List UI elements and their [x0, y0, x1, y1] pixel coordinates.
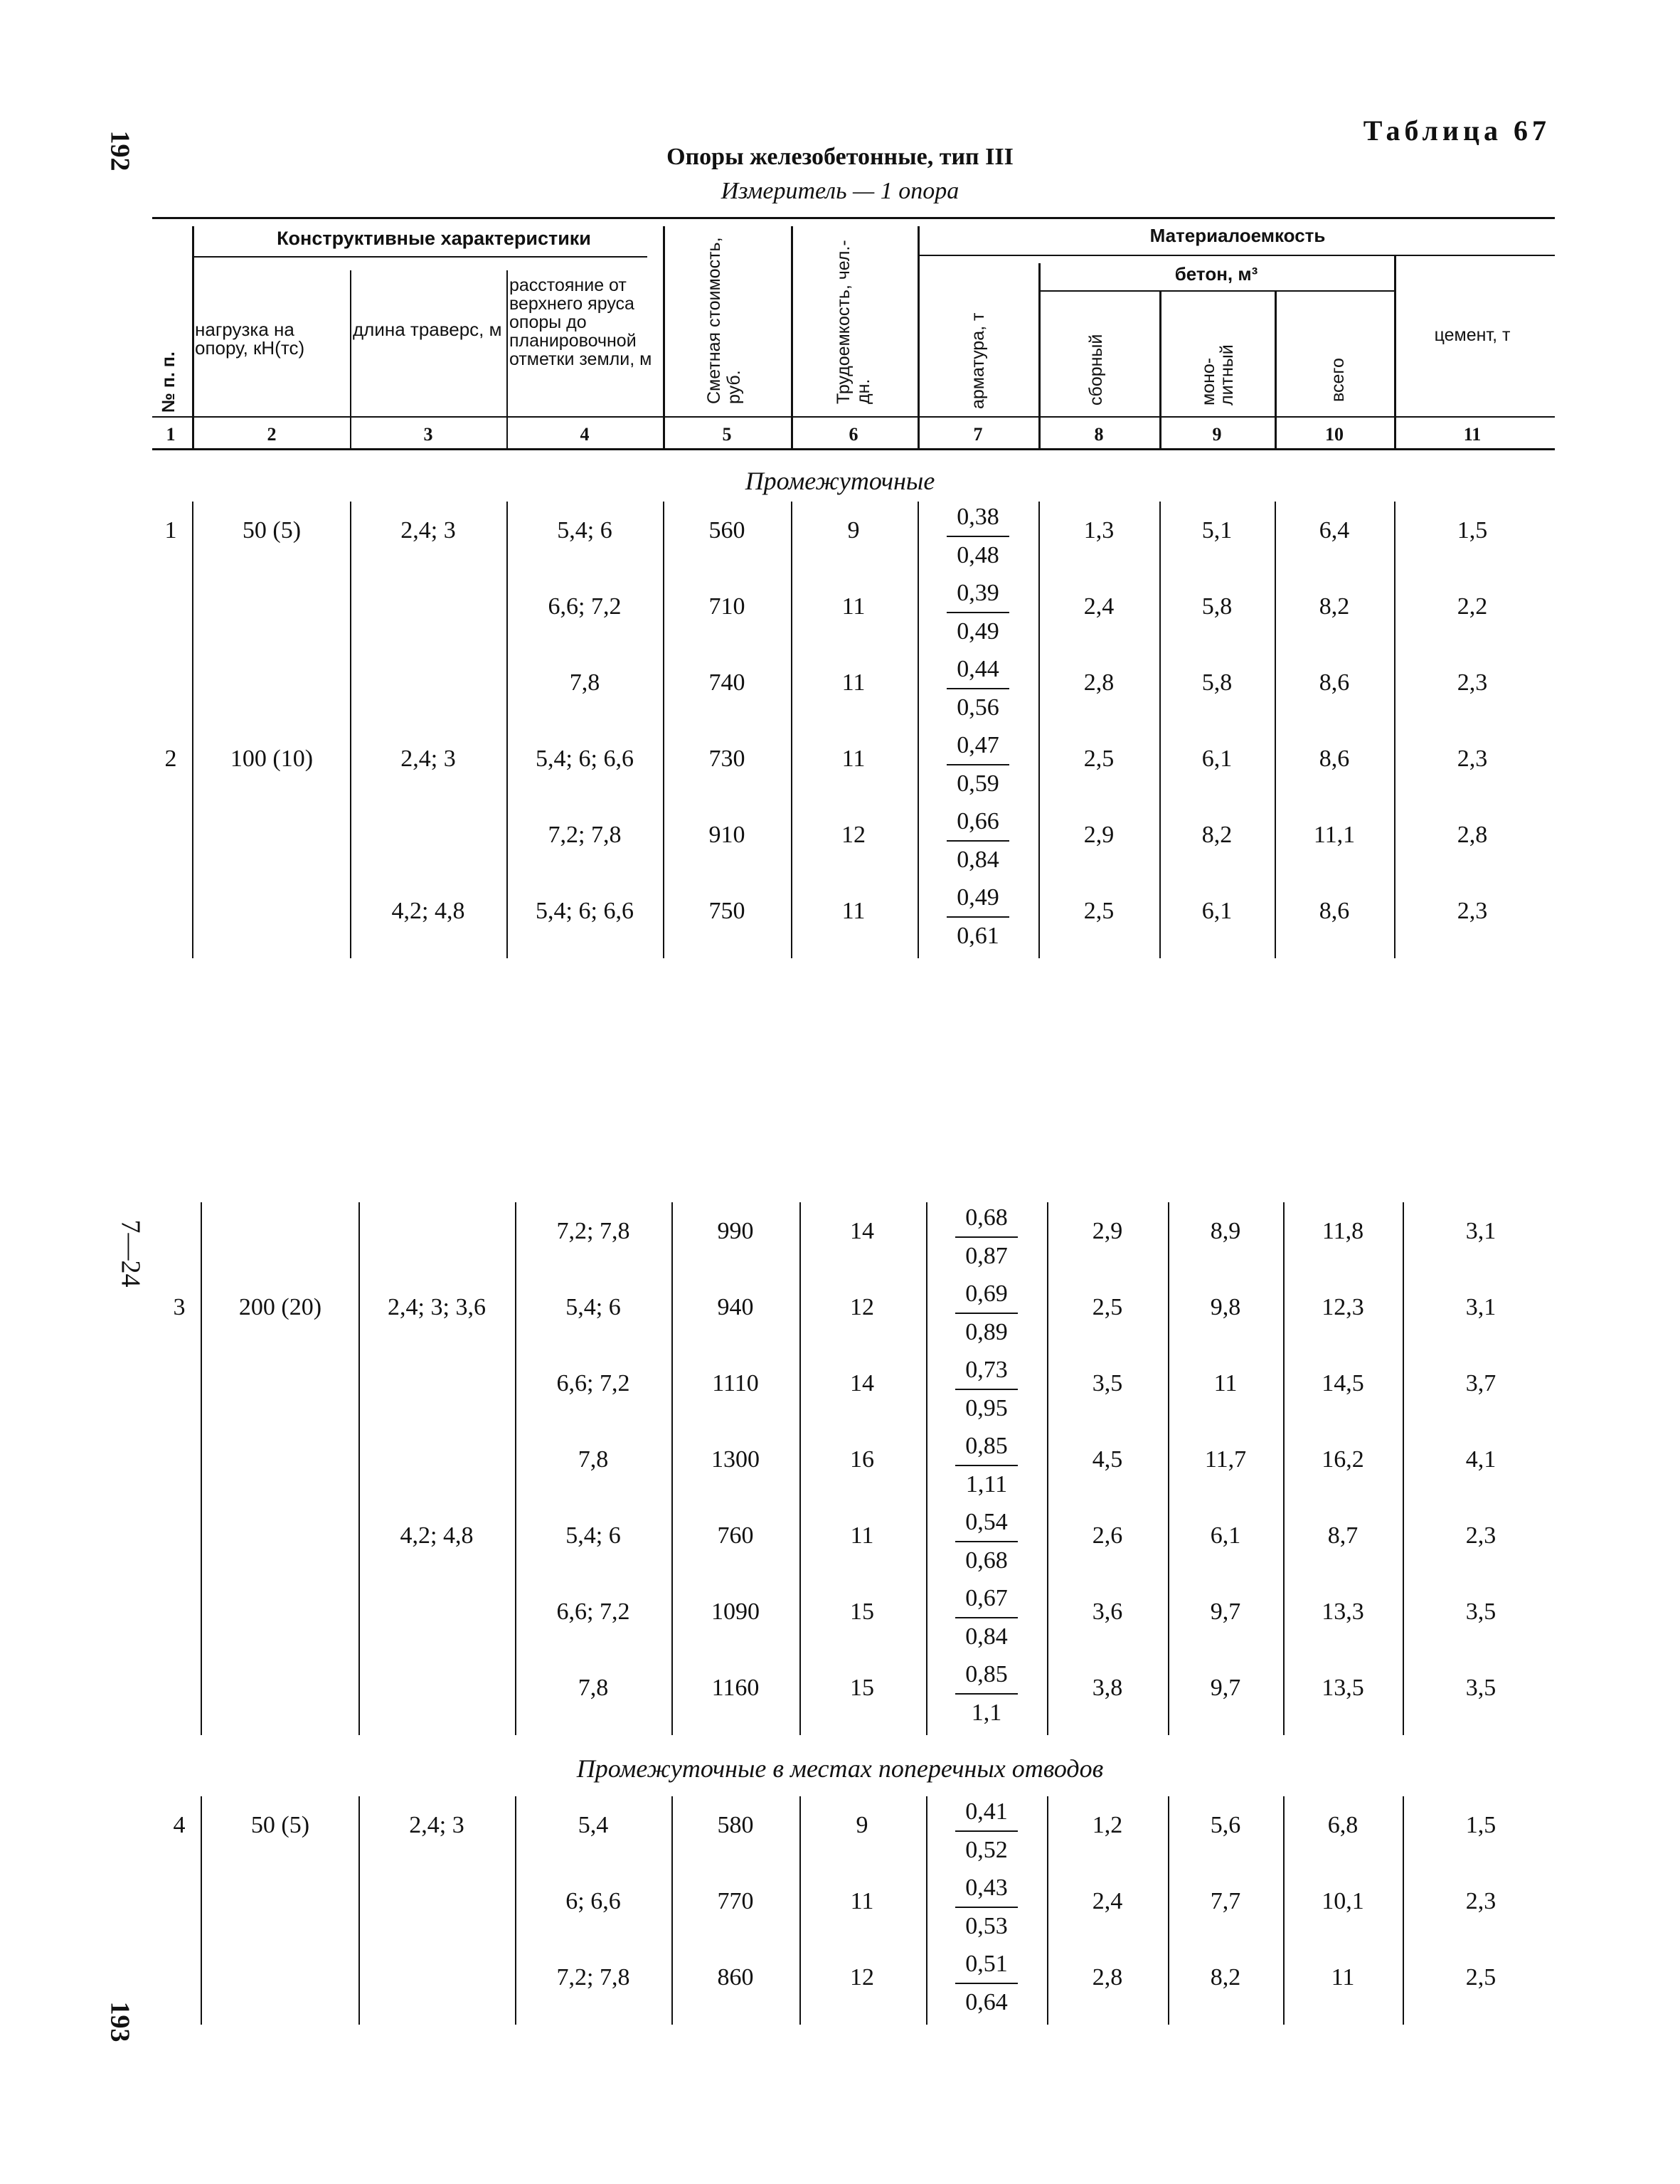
monolith-value: 6,1: [1210, 1522, 1241, 1549]
row-number: 1: [164, 517, 177, 544]
cement-value: 4,1: [1465, 1446, 1496, 1473]
rebar-bottom-value: 0,53: [965, 1913, 1008, 1939]
cost-value: 730: [708, 746, 745, 772]
rebar-bottom-value: 0,56: [957, 694, 999, 721]
prefab-value: 2,5: [1092, 1294, 1123, 1320]
total-value: 11,1: [1313, 822, 1356, 848]
rebar-top-value: 0,43: [965, 1875, 1008, 1901]
labor-value: 11: [850, 1522, 874, 1549]
rebar-top-value: 0,49: [957, 884, 999, 911]
monolith-value: 11,7: [1204, 1446, 1247, 1473]
column-number: 7: [973, 424, 983, 445]
row-number: 2: [164, 746, 177, 772]
labor-value: 12: [850, 1964, 874, 1990]
prefab-value: 2,8: [1083, 669, 1115, 696]
rebar-bottom-value: 0,84: [965, 1623, 1008, 1650]
page-signature: 7—24: [115, 1219, 146, 1288]
distance-value: 6,6; 7,2: [548, 593, 622, 620]
rebar-fraction: [935, 803, 1021, 879]
prefab-value: 1,3: [1083, 517, 1115, 544]
rebar-top-value: 0,38: [957, 504, 999, 530]
cost-value: 1300: [711, 1446, 760, 1473]
header-material: Материалоемкость: [1149, 225, 1326, 246]
column-number: 4: [580, 424, 590, 445]
rebar-bottom-value: 0,49: [957, 618, 999, 645]
total-value: 8,6: [1319, 746, 1350, 772]
header-labor: Трудоемкость, чел.-дн.: [834, 240, 873, 404]
labor-value: 11: [841, 593, 866, 620]
rebar-bottom-value: 0,48: [957, 542, 999, 568]
rebar-bottom-value: 0,64: [965, 1989, 1008, 2015]
monolith-value: 7,7: [1210, 1888, 1241, 1914]
labor-value: 11: [850, 1888, 874, 1914]
page-number-top: 192: [105, 130, 135, 171]
monolith-value: 5,1: [1201, 517, 1233, 544]
header-cost: Сметная стоимость, руб.: [704, 237, 744, 404]
prefab-value: 3,8: [1092, 1675, 1123, 1701]
column-number: 2: [267, 424, 277, 445]
prefab-value: 2,6: [1092, 1522, 1123, 1549]
labor-value: 9: [847, 517, 860, 544]
column-divider: [201, 1202, 202, 1735]
rebar-fraction: [935, 879, 1021, 955]
table-title: Опоры железобетонные, тип III: [666, 144, 1014, 170]
rebar-top-value: 0,66: [957, 808, 999, 834]
total-value: 8,2: [1319, 593, 1350, 620]
total-value: 8,7: [1327, 1522, 1359, 1549]
rebar-bottom-value: 0,68: [965, 1547, 1008, 1574]
length-value: 2,4; 3: [409, 1812, 464, 1838]
cement-value: 3,1: [1465, 1294, 1496, 1320]
length-value: 2,4; 3: [400, 746, 456, 772]
header-concrete: бетон, м³: [1174, 263, 1258, 285]
rebar-fraction: [935, 651, 1021, 726]
rebar-fraction: [944, 1504, 1029, 1579]
distance-value: 5,4; 6: [565, 1294, 621, 1320]
cost-value: 710: [708, 593, 745, 620]
column-divider: [515, 1796, 516, 2025]
cost-value: 940: [717, 1294, 754, 1320]
load-value: 100 (10): [230, 746, 314, 772]
labor-value: 9: [856, 1812, 868, 1838]
total-value: 6,8: [1327, 1812, 1359, 1838]
cement-value: 2,8: [1457, 822, 1488, 848]
labor-value: 15: [850, 1675, 874, 1701]
column-number: 5: [722, 424, 732, 445]
labor-value: 15: [850, 1599, 874, 1625]
column-divider: [1394, 502, 1395, 958]
monolith-value: 8,9: [1210, 1218, 1241, 1244]
rebar-bottom-value: 0,61: [957, 923, 999, 949]
column-number: 3: [423, 424, 433, 445]
monolith-value: 5,8: [1201, 593, 1233, 620]
rebar-fraction: [944, 1199, 1029, 1275]
column-divider: [1159, 502, 1161, 958]
distance-value: 6; 6,6: [565, 1888, 621, 1914]
column-divider: [515, 1202, 516, 1735]
monolith-value: 5,6: [1210, 1812, 1241, 1838]
row-number: 4: [173, 1812, 186, 1838]
monolith-value: 6,1: [1201, 746, 1233, 772]
column-number: 10: [1325, 424, 1344, 445]
rebar-fraction: [944, 1870, 1029, 1945]
cement-value: 2,2: [1457, 593, 1488, 620]
cost-value: 860: [717, 1964, 754, 1990]
rebar-top-value: 0,85: [965, 1433, 1008, 1459]
distance-value: 5,4; 6: [565, 1522, 621, 1549]
cement-value: 3,7: [1465, 1370, 1496, 1396]
rebar-top-value: 0,54: [965, 1509, 1008, 1535]
distance-value: 6,6; 7,2: [556, 1370, 630, 1396]
column-divider: [358, 1796, 360, 2025]
column-divider: [350, 502, 351, 958]
cement-value: 2,3: [1465, 1888, 1496, 1914]
total-value: 8,6: [1319, 898, 1350, 924]
column-number: 1: [166, 424, 176, 445]
rebar-bottom-value: 0,87: [965, 1243, 1008, 1269]
rebar-bottom-value: 0,52: [965, 1837, 1008, 1863]
prefab-value: 3,6: [1092, 1599, 1123, 1625]
distance-value: 7,8: [569, 669, 600, 696]
page-number-bottom: 193: [105, 2001, 135, 2042]
rebar-bottom-value: 1,1: [971, 1700, 1002, 1726]
labor-value: 16: [850, 1446, 874, 1473]
distance-value: 7,8: [578, 1675, 609, 1701]
labor-value: 12: [841, 822, 866, 848]
rebar-fraction: [944, 1946, 1029, 2021]
column-divider: [1275, 502, 1276, 958]
rebar-top-value: 0,51: [965, 1951, 1008, 1977]
prefab-value: 2,8: [1092, 1964, 1123, 1990]
cement-value: 2,5: [1465, 1964, 1496, 1990]
header-rebar: арматура, т: [968, 312, 988, 409]
monolith-value: 8,2: [1201, 822, 1233, 848]
cement-value: 2,3: [1457, 898, 1488, 924]
column-divider: [663, 502, 664, 958]
labor-value: 11: [841, 898, 866, 924]
header-n: № п. п.: [159, 351, 179, 413]
labor-value: 11: [841, 669, 866, 696]
prefab-value: 2,4: [1083, 593, 1115, 620]
rebar-top-value: 0,41: [965, 1798, 1008, 1825]
prefab-value: 4,5: [1092, 1446, 1123, 1473]
rebar-top-value: 0,85: [965, 1661, 1008, 1687]
header-load: нагрузка на опору, кН(тс): [195, 319, 305, 359]
column-divider: [791, 502, 792, 958]
monolith-value: 11: [1213, 1370, 1238, 1396]
rebar-bottom-value: 1,11: [965, 1471, 1008, 1497]
column-divider: [192, 502, 193, 958]
distance-value: 5,4; 6: [557, 517, 612, 544]
rebar-top-value: 0,39: [957, 580, 999, 606]
distance-value: 7,8: [578, 1446, 609, 1473]
load-value: 200 (20): [238, 1294, 322, 1320]
rebar-fraction: [935, 727, 1021, 802]
column-divider: [1038, 502, 1040, 958]
length-value: 4,2; 4,8: [391, 898, 465, 924]
monolith-value: 8,2: [1210, 1964, 1241, 1990]
total-value: 6,4: [1319, 517, 1350, 544]
monolith-value: 5,8: [1201, 669, 1233, 696]
header-constructive: Конструктивные характеристики: [277, 228, 591, 249]
rebar-bottom-value: 0,95: [965, 1395, 1008, 1421]
cost-value: 1090: [711, 1599, 760, 1625]
prefab-value: 1,2: [1092, 1812, 1123, 1838]
labor-value: 14: [850, 1370, 874, 1396]
rebar-top-value: 0,69: [965, 1281, 1008, 1307]
labor-value: 14: [850, 1218, 874, 1244]
rebar-bottom-value: 0,84: [957, 847, 999, 873]
length-value: 2,4; 3; 3,6: [388, 1294, 486, 1320]
rebar-fraction: [944, 1656, 1029, 1732]
length-value: 2,4; 3: [400, 517, 456, 544]
prefab-value: 3,5: [1092, 1370, 1123, 1396]
header-distance: расстояние от верхнего яруса опоры до планировочной отметки земли, м: [509, 275, 652, 369]
rebar-bottom-value: 0,59: [957, 770, 999, 797]
monolith-value: 9,7: [1210, 1675, 1241, 1701]
labor-value: 12: [850, 1294, 874, 1320]
total-value: 13,5: [1322, 1675, 1364, 1701]
cement-value: 3,5: [1465, 1599, 1496, 1625]
rebar-top-value: 0,47: [957, 732, 999, 758]
rebar-top-value: 0,67: [965, 1585, 1008, 1611]
rebar-fraction: [944, 1793, 1029, 1869]
cement-value: 2,3: [1457, 669, 1488, 696]
prefab-value: 2,4: [1092, 1888, 1123, 1914]
rebar-top-value: 0,73: [965, 1357, 1008, 1383]
header-cement: цемент, т: [1434, 325, 1511, 345]
distance-value: 7,2; 7,8: [556, 1218, 630, 1244]
cement-value: 2,3: [1457, 746, 1488, 772]
cost-value: 1160: [711, 1675, 760, 1701]
header-total: всего: [1328, 358, 1348, 402]
total-value: 8,6: [1319, 669, 1350, 696]
total-value: 11: [1331, 1964, 1355, 1990]
cost-value: 990: [717, 1218, 754, 1244]
column-divider: [358, 1202, 360, 1735]
rebar-fraction: [944, 1580, 1029, 1655]
distance-value: 5,4; 6; 6,6: [536, 746, 634, 772]
total-value: 12,3: [1322, 1294, 1364, 1320]
column-number: 9: [1212, 424, 1222, 445]
total-value: 16,2: [1322, 1446, 1364, 1473]
section-title: Промежуточные в местах поперечных отводов: [576, 1754, 1104, 1783]
column-divider: [918, 502, 919, 958]
prefab-value: 2,5: [1083, 898, 1115, 924]
cost-value: 750: [708, 898, 745, 924]
distance-value: 6,6; 7,2: [556, 1599, 630, 1625]
monolith-value: 6,1: [1201, 898, 1233, 924]
header-monolith: моно-литный: [1198, 344, 1237, 405]
rebar-fraction: [935, 499, 1021, 574]
labor-value: 11: [841, 746, 866, 772]
rebar-fraction: [944, 1352, 1029, 1427]
header-length: длина траверс, м: [353, 319, 502, 340]
column-number: 11: [1463, 424, 1482, 445]
load-value: 50 (5): [250, 1812, 310, 1838]
cost-value: 1110: [712, 1370, 759, 1396]
rebar-fraction: [944, 1428, 1029, 1503]
cost-value: 910: [708, 822, 745, 848]
header-prefab: сборный: [1086, 334, 1106, 405]
cost-value: 560: [708, 517, 745, 544]
rebar-bottom-value: 0,89: [965, 1319, 1008, 1345]
prefab-value: 2,5: [1083, 746, 1115, 772]
total-value: 13,3: [1322, 1599, 1364, 1625]
cement-value: 1,5: [1457, 517, 1488, 544]
prefab-value: 2,9: [1092, 1218, 1123, 1244]
cost-value: 580: [717, 1812, 754, 1838]
load-value: 50 (5): [242, 517, 302, 544]
total-value: 14,5: [1322, 1370, 1364, 1396]
table-unit: Измеритель — 1 опора: [721, 178, 959, 204]
rebar-top-value: 0,68: [965, 1204, 1008, 1231]
table-label: Таблица 67: [1363, 115, 1551, 147]
rebar-fraction: [935, 575, 1021, 650]
cement-value: 2,3: [1465, 1522, 1496, 1549]
rebar-fraction: [944, 1276, 1029, 1351]
prefab-value: 2,9: [1083, 822, 1115, 848]
cost-value: 770: [717, 1888, 754, 1914]
column-divider: [506, 502, 508, 958]
cement-value: 1,5: [1465, 1812, 1496, 1838]
monolith-value: 9,8: [1210, 1294, 1241, 1320]
total-value: 10,1: [1322, 1888, 1364, 1914]
length-value: 4,2; 4,8: [400, 1522, 474, 1549]
rebar-top-value: 0,44: [957, 656, 999, 682]
total-value: 11,8: [1322, 1218, 1364, 1244]
section-title: Промежуточные: [745, 467, 935, 495]
distance-value: 5,4; 6; 6,6: [536, 898, 634, 924]
cement-value: 3,1: [1465, 1218, 1496, 1244]
cost-value: 740: [708, 669, 745, 696]
distance-value: 5,4: [578, 1812, 609, 1838]
cement-value: 3,5: [1465, 1675, 1496, 1701]
cost-value: 760: [717, 1522, 754, 1549]
monolith-value: 9,7: [1210, 1599, 1241, 1625]
column-number: 6: [849, 424, 858, 445]
column-number: 8: [1094, 424, 1104, 445]
distance-value: 7,2; 7,8: [556, 1964, 630, 1990]
row-number: 3: [173, 1294, 186, 1320]
distance-value: 7,2; 7,8: [548, 822, 622, 848]
